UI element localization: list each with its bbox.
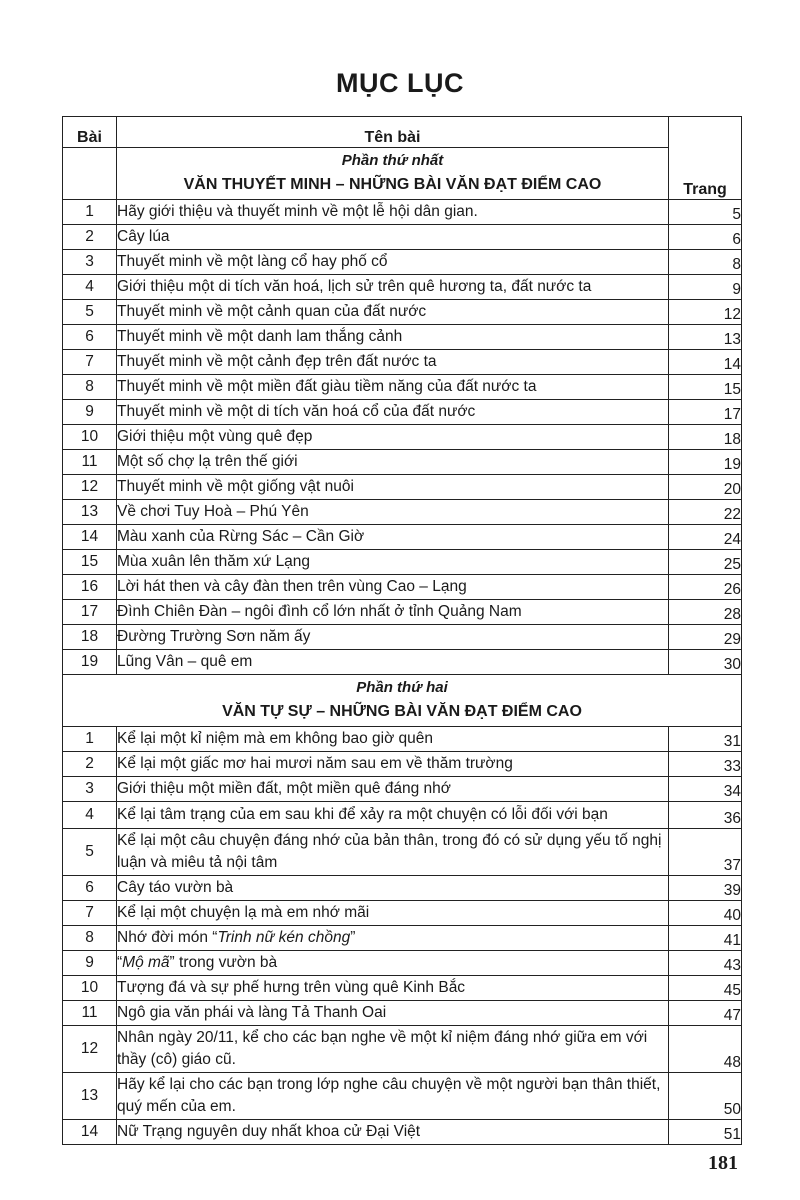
lesson-number: 3 xyxy=(63,250,117,275)
table-row xyxy=(63,275,742,300)
table-row xyxy=(63,475,742,500)
section-1-header xyxy=(63,148,742,200)
lesson-title: Tượng đá và sự phế hưng trên vùng quê Kinh Bắc xyxy=(117,976,669,1001)
lesson-page: 18 xyxy=(669,425,742,450)
table-row xyxy=(63,777,742,802)
lesson-number: 2 xyxy=(63,225,117,250)
lesson-page: 33 xyxy=(669,752,742,777)
lesson-page: 31 xyxy=(669,727,742,752)
lesson-number: 7 xyxy=(63,350,117,375)
lesson-title: Lũng Vân – quê em xyxy=(117,650,669,675)
lesson-number: 4 xyxy=(63,802,117,829)
lesson-page: 28 xyxy=(669,600,742,625)
table-row xyxy=(63,425,742,450)
lesson-title: Giới thiệu một miền đất, một miền quê đáng nhớ xyxy=(117,777,669,802)
lesson-number: 10 xyxy=(63,425,117,450)
lesson-page: 6 xyxy=(669,225,742,250)
lesson-page: 20 xyxy=(669,475,742,500)
lesson-page: 5 xyxy=(669,200,742,225)
section-1-num-cell xyxy=(63,148,117,200)
lesson-page: 22 xyxy=(669,500,742,525)
lesson-title: Hãy giới thiệu và thuyết minh về một lễ hội dân gian. xyxy=(117,200,669,225)
lesson-title: Giới thiệu một vùng quê đẹp xyxy=(117,425,669,450)
lesson-number: 5 xyxy=(63,300,117,325)
lesson-page: 26 xyxy=(669,575,742,600)
table-row xyxy=(63,802,742,829)
table-row xyxy=(63,727,742,752)
table-row xyxy=(63,926,742,951)
lesson-title: Kể lại một chuyện lạ mà em nhớ mãi xyxy=(117,901,669,926)
toc-table xyxy=(62,116,742,1145)
table-row xyxy=(63,350,742,375)
lesson-number: 19 xyxy=(63,650,117,675)
table-row xyxy=(63,400,742,425)
lesson-title: Thuyết minh về một cảnh quan của đất nước xyxy=(117,300,669,325)
lesson-page: 9 xyxy=(669,275,742,300)
lesson-title-italic: Trinh nữ kén chồng xyxy=(217,929,351,946)
lesson-title: Nhân ngày 20/11, kể cho các bạn nghe về một kỉ niệm đáng nhớ giữa em với thầy (cô) giáo cũ. xyxy=(117,1026,669,1073)
header-name: Tên bài xyxy=(117,117,669,148)
lesson-title: Cây lúa xyxy=(117,225,669,250)
table-header-row xyxy=(63,117,742,148)
lesson-number: 16 xyxy=(63,575,117,600)
lesson-page: 30 xyxy=(669,650,742,675)
lesson-number: 11 xyxy=(63,1001,117,1026)
lesson-number: 6 xyxy=(63,325,117,350)
lesson-page: 43 xyxy=(669,951,742,976)
lesson-title: Ngô gia văn phái và làng Tả Thanh Oai xyxy=(117,1001,669,1026)
lesson-title: Thuyết minh về một miền đất giàu tiềm năng của đất nước ta xyxy=(117,375,669,400)
lesson-page: 19 xyxy=(669,450,742,475)
lesson-title-post: ” xyxy=(350,929,356,946)
lesson-number: 10 xyxy=(63,976,117,1001)
table-row xyxy=(63,650,742,675)
lesson-page: 24 xyxy=(669,525,742,550)
table-row xyxy=(63,500,742,525)
table-row xyxy=(63,600,742,625)
section-2-title xyxy=(63,675,742,727)
lesson-page: 12 xyxy=(669,300,742,325)
section-1-title xyxy=(117,148,669,200)
table-row xyxy=(63,976,742,1001)
table-row xyxy=(63,525,742,550)
lesson-page: 50 xyxy=(669,1073,742,1120)
lesson-page: 14 xyxy=(669,350,742,375)
table-row xyxy=(63,250,742,275)
lesson-title: Một số chợ lạ trên thế giới xyxy=(117,450,669,475)
lesson-page: 45 xyxy=(669,976,742,1001)
lesson-page: 51 xyxy=(669,1120,742,1145)
lesson-title-post: ” trong vườn bà xyxy=(169,954,278,971)
lesson-title xyxy=(117,951,669,976)
page-number: 181 xyxy=(708,1152,738,1174)
section-2-rows xyxy=(63,727,742,1145)
lesson-number: 1 xyxy=(63,727,117,752)
lesson-title: Thuyết minh về một danh lam thắng cảnh xyxy=(117,325,669,350)
lesson-number: 9 xyxy=(63,400,117,425)
lesson-title-pre: Nhớ đời món “ xyxy=(117,929,218,946)
section-2-header xyxy=(63,675,742,727)
lesson-title xyxy=(117,926,669,951)
lesson-page: 13 xyxy=(669,325,742,350)
lesson-number: 6 xyxy=(63,876,117,901)
lesson-title: Đường Trường Sơn năm ấy xyxy=(117,625,669,650)
table-row xyxy=(63,575,742,600)
lesson-page: 15 xyxy=(669,375,742,400)
lesson-number: 14 xyxy=(63,525,117,550)
lesson-page: 37 xyxy=(669,829,742,876)
lesson-number: 13 xyxy=(63,500,117,525)
lesson-page: 48 xyxy=(669,1026,742,1073)
table-row xyxy=(63,901,742,926)
lesson-number: 11 xyxy=(63,450,117,475)
lesson-page: 40 xyxy=(669,901,742,926)
lesson-title: Lời hát then và cây đàn then trên vùng Cao – Lạng xyxy=(117,575,669,600)
table-row xyxy=(63,1120,742,1145)
lesson-title: Giới thiệu một di tích văn hoá, lịch sử trên quê hương ta, đất nước ta xyxy=(117,275,669,300)
lesson-number: 13 xyxy=(63,1073,117,1120)
lesson-page: 47 xyxy=(669,1001,742,1026)
page-title: MỤC LỤC xyxy=(336,68,464,98)
lesson-number: 12 xyxy=(63,475,117,500)
lesson-title: Thuyết minh về một làng cổ hay phố cổ xyxy=(117,250,669,275)
table-row xyxy=(63,1001,742,1026)
lesson-title: Thuyết minh về một cảnh đẹp trên đất nước ta xyxy=(117,350,669,375)
table-row xyxy=(63,300,742,325)
section-1-main-title: VĂN THUYẾT MINH – NHỮNG BÀI VĂN ĐẠT ĐIỂM CAO xyxy=(183,176,602,193)
lesson-page: 41 xyxy=(669,926,742,951)
lesson-title-pre: “ xyxy=(117,954,123,971)
lesson-title: Thuyết minh về một di tích văn hoá cổ của đất nước xyxy=(117,400,669,425)
section-2-main-title: VĂN TỰ SỰ – NHỮNG BÀI VĂN ĐẠT ĐIỂM CAO xyxy=(222,703,582,720)
section-1-rows xyxy=(63,200,742,675)
lesson-page: 17 xyxy=(669,400,742,425)
lesson-number: 5 xyxy=(63,829,117,876)
lesson-title: Mùa xuân lên thăm xứ Lạng xyxy=(117,550,669,575)
table-row xyxy=(63,752,742,777)
lesson-title: Kể lại một câu chuyện đáng nhớ của bản thân, trong đó có sử dụng yếu tố nghị luận và miêu tả nội tâm xyxy=(117,829,669,876)
lesson-title: Nữ Trạng nguyên duy nhất khoa cử Đại Việt xyxy=(117,1120,669,1145)
lesson-title: Hãy kể lại cho các bạn trong lớp nghe câu chuyện về một người bạn thân thiết, quý mến của em. xyxy=(117,1073,669,1120)
lesson-number: 9 xyxy=(63,951,117,976)
lesson-title: Màu xanh của Rừng Sác – Cần Giờ xyxy=(117,525,669,550)
lesson-page: 8 xyxy=(669,250,742,275)
table-row xyxy=(63,550,742,575)
table-row xyxy=(63,325,742,350)
lesson-page: 34 xyxy=(669,777,742,802)
lesson-number: 18 xyxy=(63,625,117,650)
lesson-title: Kể lại một kỉ niệm mà em không bao giờ quên xyxy=(117,727,669,752)
lesson-title: Thuyết minh về một giống vật nuôi xyxy=(117,475,669,500)
header-num: Bài xyxy=(63,117,117,148)
lesson-number: 8 xyxy=(63,375,117,400)
lesson-number: 8 xyxy=(63,926,117,951)
table-row xyxy=(63,200,742,225)
table-row xyxy=(63,1073,742,1120)
table-row xyxy=(63,225,742,250)
table-row xyxy=(63,876,742,901)
lesson-number: 1 xyxy=(63,200,117,225)
table-row xyxy=(63,829,742,876)
lesson-page: 25 xyxy=(669,550,742,575)
lesson-page: 36 xyxy=(669,802,742,829)
lesson-number: 15 xyxy=(63,550,117,575)
lesson-number: 3 xyxy=(63,777,117,802)
lesson-number: 4 xyxy=(63,275,117,300)
table-row xyxy=(63,951,742,976)
lesson-title-italic: Mộ mã xyxy=(122,954,170,971)
lesson-title: Kể lại một giấc mơ hai mươi năm sau em về thăm trường xyxy=(117,752,669,777)
lesson-title: Kể lại tâm trạng của em sau khi để xảy ra một chuyện có lỗi đối với bạn xyxy=(117,802,669,829)
lesson-number: 12 xyxy=(63,1026,117,1073)
table-row xyxy=(63,1026,742,1073)
section-1-subtitle: Phần thứ nhất xyxy=(341,152,444,169)
lesson-page: 29 xyxy=(669,625,742,650)
lesson-number: 17 xyxy=(63,600,117,625)
lesson-number: 2 xyxy=(63,752,117,777)
section-2-subtitle: Phần thứ hai xyxy=(356,679,448,696)
lesson-page: 39 xyxy=(669,876,742,901)
header-page: Trang xyxy=(669,117,742,200)
table-row xyxy=(63,625,742,650)
table-row xyxy=(63,375,742,400)
table-row xyxy=(63,450,742,475)
lesson-number: 7 xyxy=(63,901,117,926)
lesson-title: Cây táo vườn bà xyxy=(117,876,669,901)
lesson-number: 14 xyxy=(63,1120,117,1145)
lesson-title: Về chơi Tuy Hoà – Phú Yên xyxy=(117,500,669,525)
lesson-title: Đình Chiên Đàn – ngôi đình cổ lớn nhất ở tỉnh Quảng Nam xyxy=(117,600,669,625)
